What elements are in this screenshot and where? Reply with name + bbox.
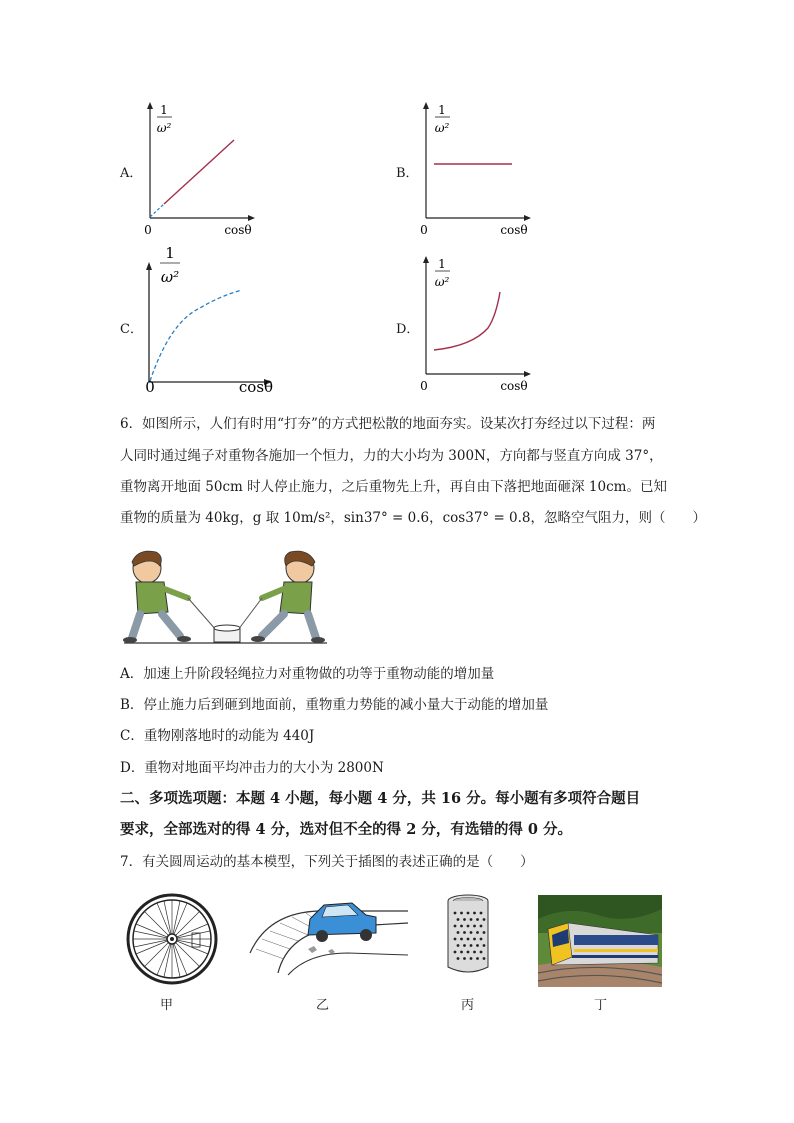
graph-a-y-arrow xyxy=(147,102,153,109)
option-d-label: D． xyxy=(396,322,420,337)
graph-d-origin: 0 xyxy=(420,379,428,393)
drum-hole xyxy=(454,938,457,941)
section2-heading-line-1: 二、多项选项题：本题 4 小题，每小题 4 分，共 16 分。每小题有多项符合题目 xyxy=(120,790,641,807)
left-rope xyxy=(188,598,216,630)
q7-stem: 7．有关圆周运动的基本模型，下列关于插图的表述正确的是（ ） xyxy=(120,854,534,870)
caption-jia: 甲 xyxy=(160,998,174,1013)
drum-hole xyxy=(483,918,486,921)
wheel-image xyxy=(126,893,218,985)
drum-hole xyxy=(476,957,479,960)
drum-hole xyxy=(463,931,466,934)
graph-c-y-arrow xyxy=(146,262,152,270)
drum-hole xyxy=(473,938,476,941)
drum-hole xyxy=(467,925,470,928)
graph-a-ylabel-den: ω² xyxy=(156,121,172,135)
graph-d-ylabel-num: 1 xyxy=(438,257,446,271)
drum-hole xyxy=(473,912,476,915)
drum-hole xyxy=(476,944,479,947)
graph-d-x-arrow xyxy=(524,371,531,377)
graph-a xyxy=(140,100,260,240)
graph-b-xlabel: cosθ xyxy=(500,223,528,237)
drum-hole xyxy=(457,931,460,934)
graph-c xyxy=(140,242,280,392)
q6-tamping-illustration xyxy=(122,548,332,648)
drum-hole xyxy=(473,951,476,954)
graph-c-ylabel-den: ω² xyxy=(160,268,180,286)
q6-line-2: 人同时通过绳子对重物各施加一个恒力，力的大小均为 300N，方向都与竖直方向成 37°， xyxy=(120,448,663,464)
graph-a-x-arrow xyxy=(248,215,255,221)
caption-bing: 丙 xyxy=(461,998,475,1013)
graph-b-ylabel-den: ω² xyxy=(434,121,450,135)
drum-hole xyxy=(480,951,483,954)
drum-hole xyxy=(473,925,476,928)
graph-a-ylabel-num: 1 xyxy=(160,103,168,117)
drum-hole xyxy=(467,938,470,941)
graph-c-curve xyxy=(150,290,242,381)
right-person xyxy=(251,551,325,643)
car xyxy=(308,903,376,942)
graph-c-xlabel: cosθ xyxy=(238,378,274,392)
drum-hole xyxy=(470,957,473,960)
drum-hole xyxy=(467,951,470,954)
drum-hole xyxy=(463,944,466,947)
drum-hole xyxy=(470,918,473,921)
car-turning-image xyxy=(248,893,410,977)
graph-c-origin: 0 xyxy=(145,378,155,392)
right-rope xyxy=(238,598,262,630)
graph-a-origin: 0 xyxy=(144,223,152,237)
drum-hole xyxy=(476,931,479,934)
option-c-label: C． xyxy=(120,322,143,337)
drum-hole xyxy=(483,944,486,947)
graph-d-y-arrow xyxy=(423,256,429,263)
drum-hole xyxy=(460,951,463,954)
graph-b-ylabel-num: 1 xyxy=(438,103,446,117)
drum-hole xyxy=(480,938,483,941)
train-photo xyxy=(538,895,662,987)
graph-a-xlabel: cosθ xyxy=(224,223,252,237)
caption-ding: 丁 xyxy=(594,998,608,1013)
section2-heading-line-2: 要求，全部选对的得 4 分，选对但不全的得 2 分，有选错的得 0 分。 xyxy=(120,821,573,838)
drum-hole xyxy=(480,912,483,915)
spin-dryer-drum-image xyxy=(444,893,492,977)
q6-line-1: 6．如图所示，人们有时用“打夯”的方式把松散的地面夯实。设某次打夯经过以下过程：两 xyxy=(120,416,656,432)
drum-hole xyxy=(457,944,460,947)
drum-hole xyxy=(467,912,470,915)
drum-hole xyxy=(460,925,463,928)
drum-hole xyxy=(454,925,457,928)
drum-hole xyxy=(457,957,460,960)
drum-hole xyxy=(454,912,457,915)
graph-a-dashed-segment xyxy=(150,204,164,217)
q6-option-b: B．停止施力后到砸到地面前，重物重力势能的减小量大于动能的增加量 xyxy=(120,697,549,713)
drum-hole xyxy=(483,957,486,960)
q6-line-3: 重物离开地面 50cm 时人停止施力，之后重物先上升，再自由下落把地面砸深 10cm。已知 xyxy=(120,479,667,495)
graph-b xyxy=(416,100,536,240)
graph-b-x-arrow xyxy=(524,215,531,221)
drum-hole xyxy=(460,938,463,941)
drum-hole xyxy=(463,957,466,960)
graph-d-ylabel-den: ω² xyxy=(434,275,450,289)
drum-hole xyxy=(470,931,473,934)
drum-hole xyxy=(483,931,486,934)
caption-yi: 乙 xyxy=(316,998,330,1013)
graph-a-line xyxy=(164,140,234,204)
option-a-label: A． xyxy=(120,166,143,181)
drum-hole xyxy=(470,944,473,947)
drum-hole xyxy=(476,918,479,921)
q6-option-a: A．加速上升阶段轻绳拉力对重物做的功等于重物动能的增加量 xyxy=(120,666,495,682)
drum-hole xyxy=(457,918,460,921)
graph-d-curve xyxy=(434,292,500,350)
drum-hole xyxy=(454,951,457,954)
graph-c-ylabel-num: 1 xyxy=(165,244,175,262)
drum-hole xyxy=(463,918,466,921)
q6-line-4: 重物的质量为 40kg，g 取 10m/s²，sin37° = 0.6，cos37° = 0.8，忽略空气阻力，则（ ） xyxy=(120,510,707,526)
graph-b-origin: 0 xyxy=(420,223,428,237)
graph-b-y-arrow xyxy=(423,102,429,109)
graph-d-xlabel: cosθ xyxy=(500,379,528,393)
graph-d xyxy=(416,254,536,394)
q6-option-c: C．重物刚落地时的动能为 440J xyxy=(120,728,315,744)
q6-option-d: D．重物对地面平均冲击力的大小为 2800N xyxy=(120,760,384,776)
rammer-weight xyxy=(214,625,240,642)
option-b-label: B． xyxy=(396,166,419,181)
drum-hole xyxy=(480,925,483,928)
drum-hole xyxy=(460,912,463,915)
left-person xyxy=(123,551,191,643)
